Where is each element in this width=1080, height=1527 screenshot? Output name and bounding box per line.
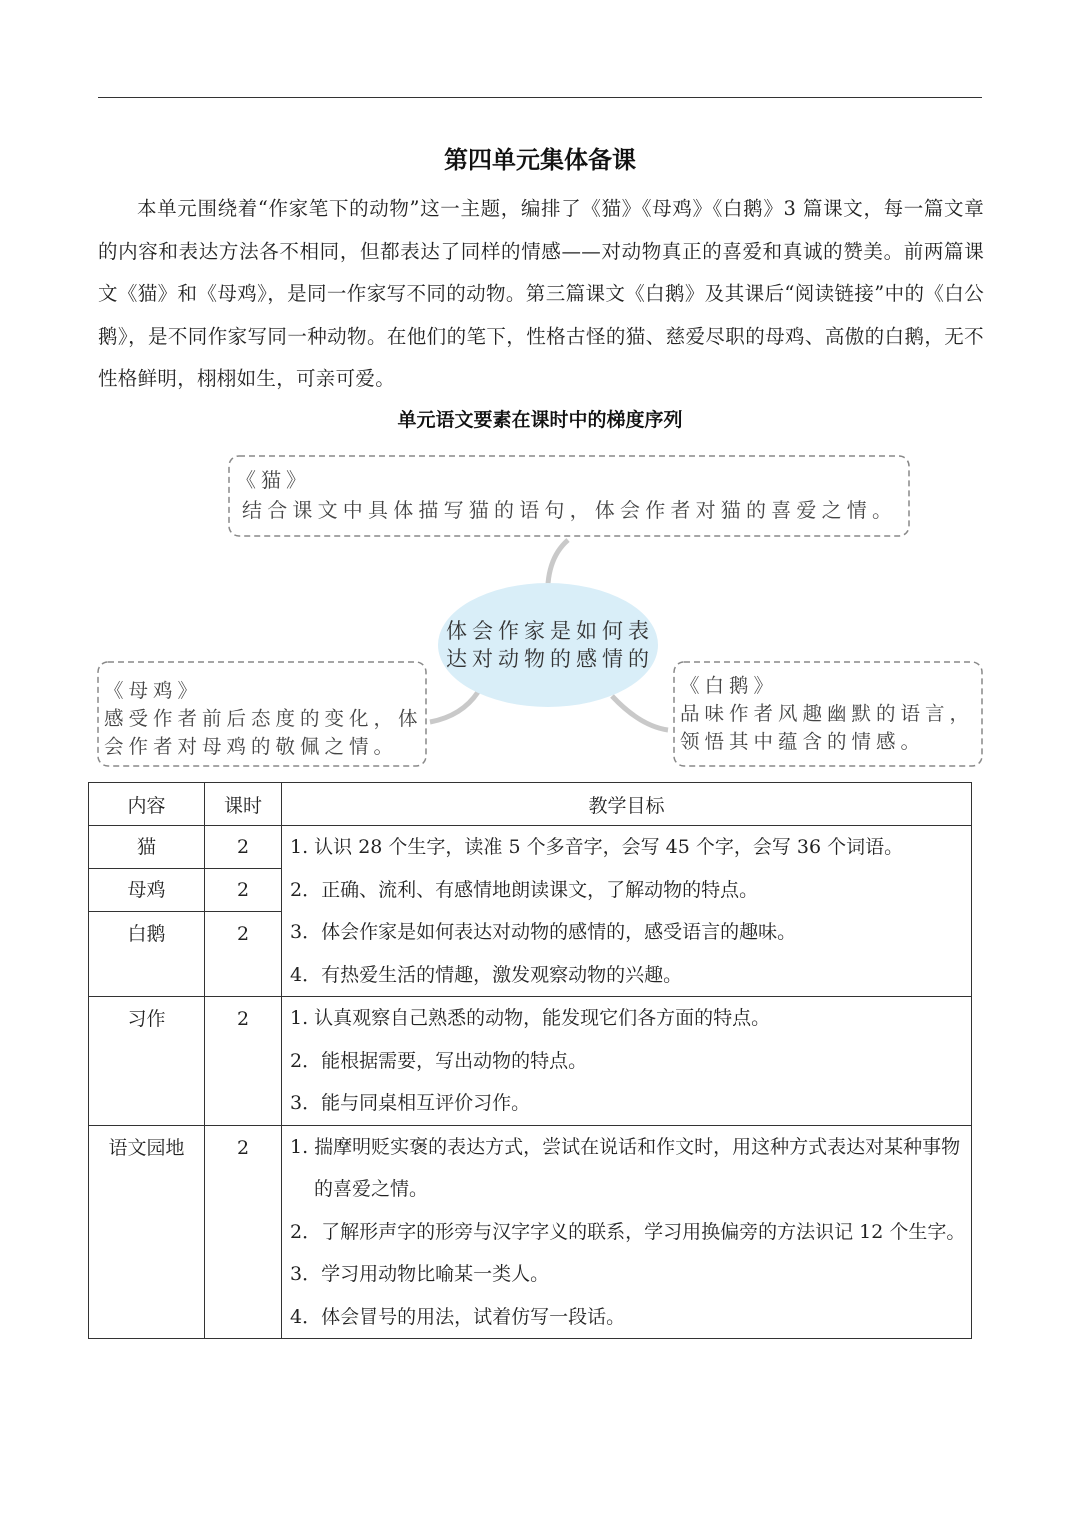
- intro-paragraph: 本单元围绕着“作家笔下的动物”这一主题，编排了《猫》《母鸡》《白鹅》3 篇课文，每一篇文章的内容和表达方法各不相同，但都表达了同样的情感——对动物真正的喜爱和真诚的赞美。前两篇课文《猫》和《母鸡》，是同一作家写不同的动物。第三篇课文《白鹅》及其课后“阅读链接”中的《白公鹅》，是不同作家写同一种动物。在他们的笔下，性格古怪的猫、慈爱尽职的母鸡、高傲的白鹅，无不性格鲜明，栩栩如生，可亲可爱。: [98, 197, 984, 390]
- goose-line2: 领悟其中蕴含的情感。: [680, 730, 926, 753]
- writing-goals-cell: [282, 997, 972, 1126]
- row-goose-hours: 2: [205, 912, 282, 997]
- header-goals: 教学目标: [282, 783, 972, 826]
- cat-title: 《猫》: [236, 468, 311, 492]
- garden-goals-cell: [282, 1125, 972, 1339]
- hen-line1: 感受作者前后态度的变化，体: [104, 707, 423, 730]
- goose-box-text: [680, 672, 990, 756]
- garden-goal-2: 2．了解形声字的形旁与汉字字义的联系，学习用换偏旁的方法识记 12 个生字。: [290, 1220, 966, 1243]
- goose-line1: 品味作者风趣幽默的语言，: [680, 702, 975, 725]
- lessons-goal-4: 4．有热爱生活的情趣，激发观察动物的兴趣。: [290, 963, 683, 986]
- row-cat-content: 猫: [89, 826, 205, 869]
- lessons-goal-3: 3．体会作家是如何表达对动物的感情的，感受语言的趣味。: [290, 921, 797, 943]
- table-header-row: [89, 783, 972, 826]
- table-row: [89, 1125, 972, 1339]
- lesson-plan-table: [88, 782, 972, 1339]
- table-row: [89, 997, 972, 1126]
- hen-line2: 会作者对母鸡的敬佩之情。: [104, 735, 399, 758]
- lessons-goal-1: 1. 认识 28 个生字，读准 5 个多音字，会写 45 个字，会写 36 个词语。: [290, 836, 904, 858]
- table-row: [89, 826, 972, 869]
- page-title: 第四单元集体备课: [444, 146, 636, 174]
- header-hours: 课时: [205, 783, 282, 826]
- writing-goal-2: 2．能根据需要，写出动物的特点。: [290, 1049, 588, 1072]
- hen-box-text: [104, 677, 434, 761]
- goose-title: 《白鹅》: [680, 674, 779, 697]
- lessons-goal-2: 2．正确、流利、有感情地朗读课文，了解动物的特点。: [290, 878, 759, 901]
- row-garden-hours: 2: [205, 1125, 282, 1339]
- stem-hen: [430, 692, 478, 722]
- row-hen-hours: 2: [205, 869, 282, 912]
- lessons-goals-cell: [282, 826, 972, 997]
- row-garden-content: 语文园地: [89, 1125, 205, 1339]
- diagram-subtitle: 单元语文要素在课时中的梯度序列: [397, 409, 683, 431]
- row-writing-content: 习作: [89, 997, 205, 1126]
- writing-goal-3: 3．能与同桌相互评价习作。: [290, 1092, 531, 1114]
- cat-desc: 结合课文中具体描写猫的语句，体会作者对猫的喜爱之情。: [242, 498, 898, 522]
- stem-goose: [612, 696, 668, 730]
- row-goose-content: 白鹅: [89, 912, 205, 997]
- cat-box-text: [236, 466, 912, 524]
- garden-goal-3: 3．学习用动物比喻某一类人。: [290, 1263, 550, 1285]
- hen-title: 《母鸡》: [104, 679, 203, 702]
- header-content: 内容: [89, 783, 205, 826]
- row-writing-hours: 2: [205, 997, 282, 1126]
- row-hen-content: 母鸡: [89, 869, 205, 912]
- center-text: 体会作家是如何表达对动物的感情的: [446, 619, 654, 671]
- writing-goal-1: 1. 认真观察自己熟悉的动物，能发现它们各方面的特点。: [290, 1007, 771, 1029]
- row-cat-hours: 2: [205, 826, 282, 869]
- garden-goal-4: 4．体会冒号的用法，试着仿写一段话。: [290, 1305, 626, 1328]
- garden-goal-1: 1. 揣摩明贬实褒的表达方式，尝试在说话和作文时，用这种方式表达对某种事物的喜爱之情。: [290, 1135, 961, 1200]
